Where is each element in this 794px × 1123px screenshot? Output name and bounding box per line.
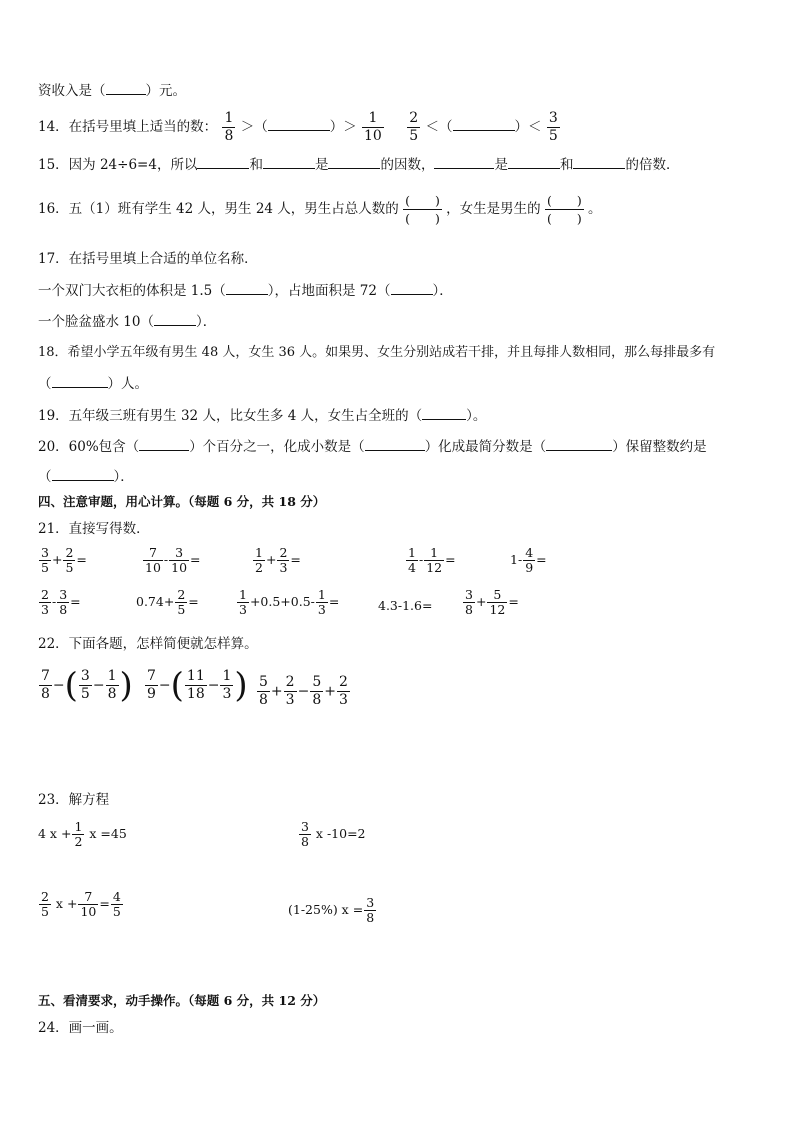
q17-blank-1[interactable]: [226, 280, 268, 295]
q17-l2a: 一个脸盆盛水 10（: [38, 314, 154, 330]
q20-e: （: [38, 469, 52, 485]
q15-blank-2[interactable]: [263, 154, 315, 169]
q18-line-2: [38, 373, 148, 394]
q21-expr-7: 0.74+ $\frac{2}{5}$ =: [136, 587, 199, 617]
q15-t2: 和: [249, 157, 263, 173]
q14-frac-3: $\frac{2}{5}$: [409, 110, 419, 144]
q19-b: ）。: [466, 408, 487, 424]
q21-expr-9: 4.3-1.6=: [378, 598, 433, 613]
q16-t3: 。: [588, 201, 602, 217]
q21-expr-8: $\frac{1}{3}$ +0.5+0.5- $\frac{1}{3}$ =: [239, 587, 340, 617]
q15: [38, 154, 679, 175]
q15-t6: 和: [559, 157, 574, 173]
section-4-heading: 四、注意审题，用心计算。（每题 6 分，共 18 分）: [38, 494, 326, 509]
q18-line-1: 18．希望小学五年级有男生 48 人，女生 36 人。如果男、女生分别站成若干排，并且每排人数相同，那么每排最多有: [38, 345, 716, 360]
q14-label: 14．在括号里填上适当的数：: [38, 119, 218, 135]
q14-blank-2[interactable]: [453, 116, 515, 131]
q23-eq-2: $\frac{3}{8}$ x -10=2: [301, 819, 366, 849]
q20-blank-1[interactable]: [139, 436, 189, 451]
q17-l1b: ），占地面积是 72（: [267, 283, 391, 299]
q16: [38, 192, 602, 227]
q19: [38, 405, 486, 426]
q17-line-1: [38, 280, 453, 301]
q21-expr-4: $\frac{1}{4}$ - $\frac{1}{12}$ =: [408, 545, 456, 575]
q20-a: 20．60%包含（: [38, 439, 140, 455]
q19-blank[interactable]: [422, 405, 466, 420]
q20-line-1: [38, 436, 707, 457]
q17-l2b: ）．: [195, 314, 217, 330]
q14-gt: ＞（: [240, 119, 268, 135]
q15-t4: 的因数，: [380, 157, 435, 173]
q15-blank-5[interactable]: [508, 154, 560, 169]
q20-d: ）保留整数约是: [612, 439, 707, 455]
q21-title: 21．直接写得数．: [38, 521, 150, 537]
q21-expr-1: $\frac{3}{5}$ + $\frac{2}{5}$ =: [41, 545, 87, 575]
q17-blank-2[interactable]: [391, 280, 433, 295]
q14-blank-1[interactable]: [268, 116, 330, 131]
q15-blank-3[interactable]: [328, 154, 380, 169]
q16-frac-blank-2[interactable]: ( ) ( ): [546, 193, 582, 226]
q18-l2a: （: [38, 376, 52, 392]
q18-blank[interactable]: [52, 373, 108, 388]
q14-mid: ）＞: [329, 119, 357, 135]
q22-problem-1: $\frac{7}{8}$ −( $\frac{3}{5}$ − $\frac{1}{8}$ ): [41, 665, 133, 706]
q15-blank-1[interactable]: [197, 154, 249, 169]
q13-text-a: 资收入是（: [38, 83, 106, 99]
q16-frac-blank-1[interactable]: ( ) ( ): [405, 193, 440, 226]
q21-expr-3: $\frac{1}{2}$ + $\frac{2}{3}$ =: [255, 545, 301, 575]
q14-frac-4: $\frac{3}{5}$: [548, 110, 558, 144]
q15-t7: 的倍数．: [625, 157, 680, 173]
q23-eq-3: $\frac{2}{5}$ x + $\frac{7}{10}$ = $\frac{4}{5}$: [41, 889, 121, 919]
q14-frac-1: $\frac{1}{8}$: [224, 110, 234, 144]
q21-expr-10: $\frac{3}{8}$ + $\frac{5}{12}$ =: [465, 587, 519, 617]
q15-t3: 是: [314, 157, 329, 173]
q20-blank-4[interactable]: [52, 466, 114, 481]
q22-problem-3: $\frac{5}{8}$ + $\frac{2}{3}$ − $\frac{5}{8}$ + $\frac{2}{3}$: [259, 674, 348, 708]
q19-a: 19．五年级三班有男生 32 人，比女生多 4 人，女生占全班的（: [38, 408, 423, 424]
q20-b: ）个百分之一，化成小数是（: [189, 439, 365, 455]
q17-title: 17．在括号里填上合适的单位名称．: [38, 251, 258, 267]
q13-blank[interactable]: [106, 80, 146, 95]
q15-t1: 15．因为 24÷6=4，所以: [38, 157, 198, 173]
q21-expr-6: $\frac{2}{3}$ - $\frac{3}{8}$ =: [41, 587, 81, 617]
q20-blank-2[interactable]: [365, 436, 425, 451]
q14-lt2: ）＜: [514, 119, 542, 135]
q17-l1c: ）．: [432, 283, 453, 299]
q13-text-b: ）元。: [145, 83, 186, 99]
q22-problem-2: $\frac{7}{9}$ −( $\frac{11}{18}$ − $\frac{1}{3}$ ): [147, 665, 248, 706]
q22-title: 22．下面各题，怎样简便就怎样算。: [38, 636, 258, 652]
q20-f: ）．: [113, 469, 134, 485]
q23-eq-1: 4 x + $\frac{1}{2}$ x =45: [38, 819, 127, 849]
q18-l2b: ）人。: [107, 376, 148, 392]
section-5-heading: 五、看清要求，动手操作。（每题 6 分，共 12 分）: [38, 993, 326, 1008]
q13-tail: [38, 80, 186, 101]
q15-t5: 是: [494, 157, 508, 173]
q17-blank-3[interactable]: [154, 311, 196, 326]
q23-eq-4: (1-25%) x = $\frac{3}{8}$: [288, 895, 375, 925]
q15-blank-4[interactable]: [434, 154, 494, 169]
q20-line-2: [38, 466, 134, 487]
q16-t2: ，女生是男生的: [446, 201, 541, 217]
q24-title: 24．画一画。: [38, 1020, 123, 1036]
q17-line-2: [38, 311, 216, 332]
q16-t1: 16．五（1）班有学生 42 人，男生 24 人，男生占总人数的: [38, 201, 399, 217]
q14-lt: ＜（: [425, 119, 453, 135]
q21-expr-2: $\frac{7}{10}$ - $\frac{3}{10}$ =: [145, 545, 201, 575]
q14: [38, 110, 561, 145]
q23-title: 23．解方程: [38, 792, 110, 808]
q15-blank-6[interactable]: [573, 154, 625, 169]
q17-l1a: 一个双门大衣柜的体积是 1.5（: [38, 283, 226, 299]
q20-blank-3[interactable]: [546, 436, 612, 451]
q14-frac-2: $\frac{1}{10}$: [364, 110, 382, 144]
q20-c: ）化成最简分数是（: [424, 439, 547, 455]
q21-expr-5: 1- $\frac{4}{9}$ =: [510, 545, 547, 575]
